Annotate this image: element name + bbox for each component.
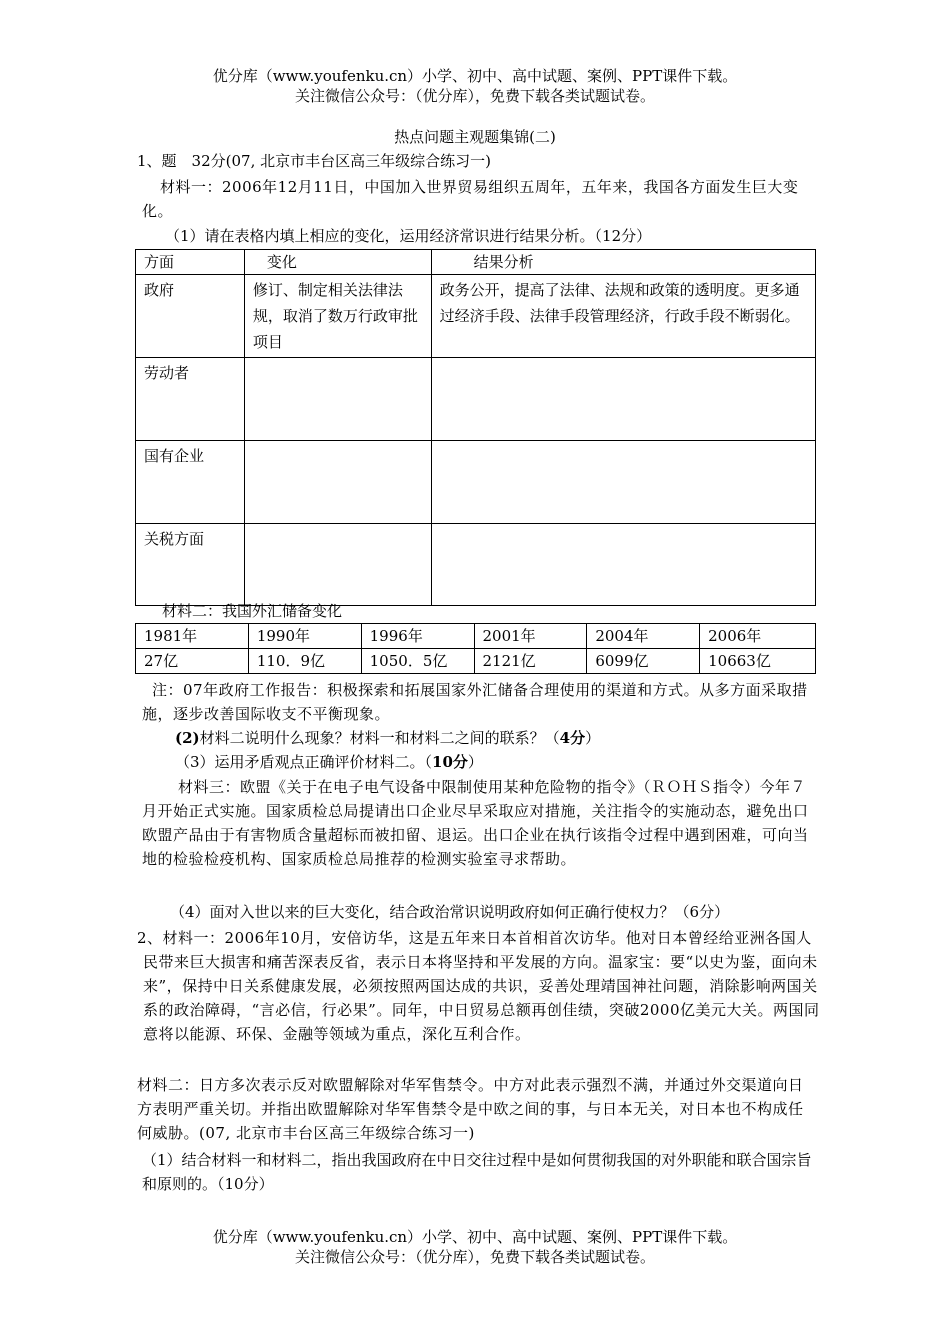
q1-material2-title: 材料二：我国外汇储备变化 <box>162 602 343 620</box>
table-row <box>136 358 816 441</box>
value-cell: 2121亿 <box>474 649 587 674</box>
table-row <box>136 275 816 358</box>
row-analysis[interactable] <box>431 524 815 606</box>
row-change[interactable] <box>244 358 431 441</box>
value-cell: 110．9亿 <box>248 649 361 674</box>
q1-sub2 <box>175 727 600 749</box>
q2-material2: 材料二：日方多次表示反对欧盟解除对华军售禁令。中方对此表示强烈不满，并通过外交渠道向日方表明严重关切。并指出欧盟解除对华军售禁令是中欧之间的事，与日本无关，对日本也不构成任何威胁。(07, 北京市丰台区高三年级综合练习一) <box>137 1076 804 1142</box>
value-cell: 1050．5亿 <box>361 649 474 674</box>
sub3-end: ） <box>467 753 483 771</box>
q1-sub3 <box>175 751 483 773</box>
page-title: 热点问题主观题集锦(二) <box>394 128 556 146</box>
q2-material1: 2、材料一：2006年10月，安倍访华，这是五年来日本首相首次访华。他对日本曾经给亚洲各国人民带来巨大损害和痛苦深表反省，表示日本将坚持和平发展的方向。温家宝：要“以史为鉴，面向未来”，保持中日关系健康发展，必须按照两国达成的共识，妥善处理靖国神社问题，消除影响两国关系的政治障碍，“言必信，行必果”。同年，中日贸易总额再创佳绩，突破2000亿美元大关。两国同意将以能源、环保、金融等领域为重点，深化互利合作。 <box>137 929 820 1043</box>
forex-reserve-table <box>135 623 816 674</box>
sub2-number: (2) <box>175 729 200 747</box>
row-analysis[interactable] <box>431 441 815 524</box>
value-row <box>136 649 816 674</box>
row-analysis: 政务公开，提高了法律、法规和政策的透明度。更多通过经济手段、法律手段管理经济，行政手段不断弱化。 <box>431 275 815 358</box>
table-row <box>136 441 816 524</box>
row-aspect: 劳动者 <box>136 358 245 441</box>
q1-sub4: （4）面对入世以来的巨大变化，结合政治常识说明政府如何正确行使权力？（6分） <box>170 903 730 921</box>
header-change: 变化 <box>244 250 431 275</box>
sub3-text: （3）运用矛盾观点正确评价材料二。（ <box>175 753 433 771</box>
row-change[interactable] <box>244 441 431 524</box>
header-line-2: 关注微信公众号：（优分库），免费下载各类试题试卷。 <box>294 87 655 105</box>
header-aspect: 方面 <box>136 250 245 275</box>
row-aspect: 国有企业 <box>136 441 245 524</box>
row-analysis[interactable] <box>431 358 815 441</box>
sub2-score: 4分 <box>559 729 586 747</box>
sub2-text: 材料二说明什么现象？材料一和材料二之间的联系？（ <box>199 729 560 747</box>
row-aspect: 政府 <box>136 275 245 358</box>
header-analysis: 结果分析 <box>431 250 815 275</box>
year-cell: 2004年 <box>587 624 700 649</box>
header-line-1: 优分库（www.youfenku.cn）小学、初中、高中试题、案例、PPT课件下载。 <box>212 67 738 85</box>
value-cell: 27亿 <box>136 649 249 674</box>
year-cell: 2006年 <box>700 624 816 649</box>
sub3-score: 10分 <box>432 753 468 771</box>
value-cell: 6099亿 <box>587 649 700 674</box>
row-change: 修订、制定相关法律法规，取消了数万行政审批项目 <box>244 275 431 358</box>
sub2-end: ） <box>585 729 601 747</box>
change-analysis-table <box>135 249 816 606</box>
q2-sub1: （1）结合材料一和材料二，指出我国政府在中日交往过程中是如何贯彻我国的对外职能和联合国宗旨和原则的。（10分） <box>142 1151 812 1193</box>
value-cell: 10663亿 <box>700 649 816 674</box>
year-cell: 1990年 <box>248 624 361 649</box>
year-cell: 2001年 <box>474 624 587 649</box>
year-cell: 1996年 <box>361 624 474 649</box>
q1-material3: 材料三：欧盟《关于在电子电气设备中限制使用某种危险物的指令》（ＲＯＨＳ指令）今年７月开始正式实施。国家质检总局提请出口企业尽早采取应对措施，关注指令的实施动态，避免出口欧盟产品由于有害物质含量超标而被扣留、退运。出口企业在执行该指令过程中遇到困难，可向当地的检验检疫机构、国家质检总局推荐的检测实验室寻求帮助。 <box>142 778 809 868</box>
footer-line-1: 优分库（www.youfenku.cn）小学、初中、高中试题、案例、PPT课件下载。 <box>212 1228 738 1246</box>
row-aspect: 关税方面 <box>136 524 245 606</box>
q1-material1: 材料一：2006年12月11日，中国加入世界贸易组织五周年，五年来，我国各方面发生巨大变化。 <box>142 178 799 220</box>
row-change[interactable] <box>244 524 431 606</box>
table-row <box>136 524 816 606</box>
table-header-row <box>136 250 816 275</box>
q1-note: 注：07年政府工作报告：积极探索和拓展国家外汇储备合理使用的渠道和方式。从多方面采取措施，逐步改善国际收支不平衡现象。 <box>142 681 808 723</box>
footer-line-2: 关注微信公众号：（优分库），免费下载各类试题试卷。 <box>294 1248 655 1266</box>
q1-sub1: （1）请在表格内填上相应的变化，运用经济常识进行结果分析。（12分） <box>165 227 652 245</box>
year-row <box>136 624 816 649</box>
year-cell: 1981年 <box>136 624 249 649</box>
q1-heading: 1、题 32分(07, 北京市丰台区高三年级综合练习一) <box>137 152 491 170</box>
